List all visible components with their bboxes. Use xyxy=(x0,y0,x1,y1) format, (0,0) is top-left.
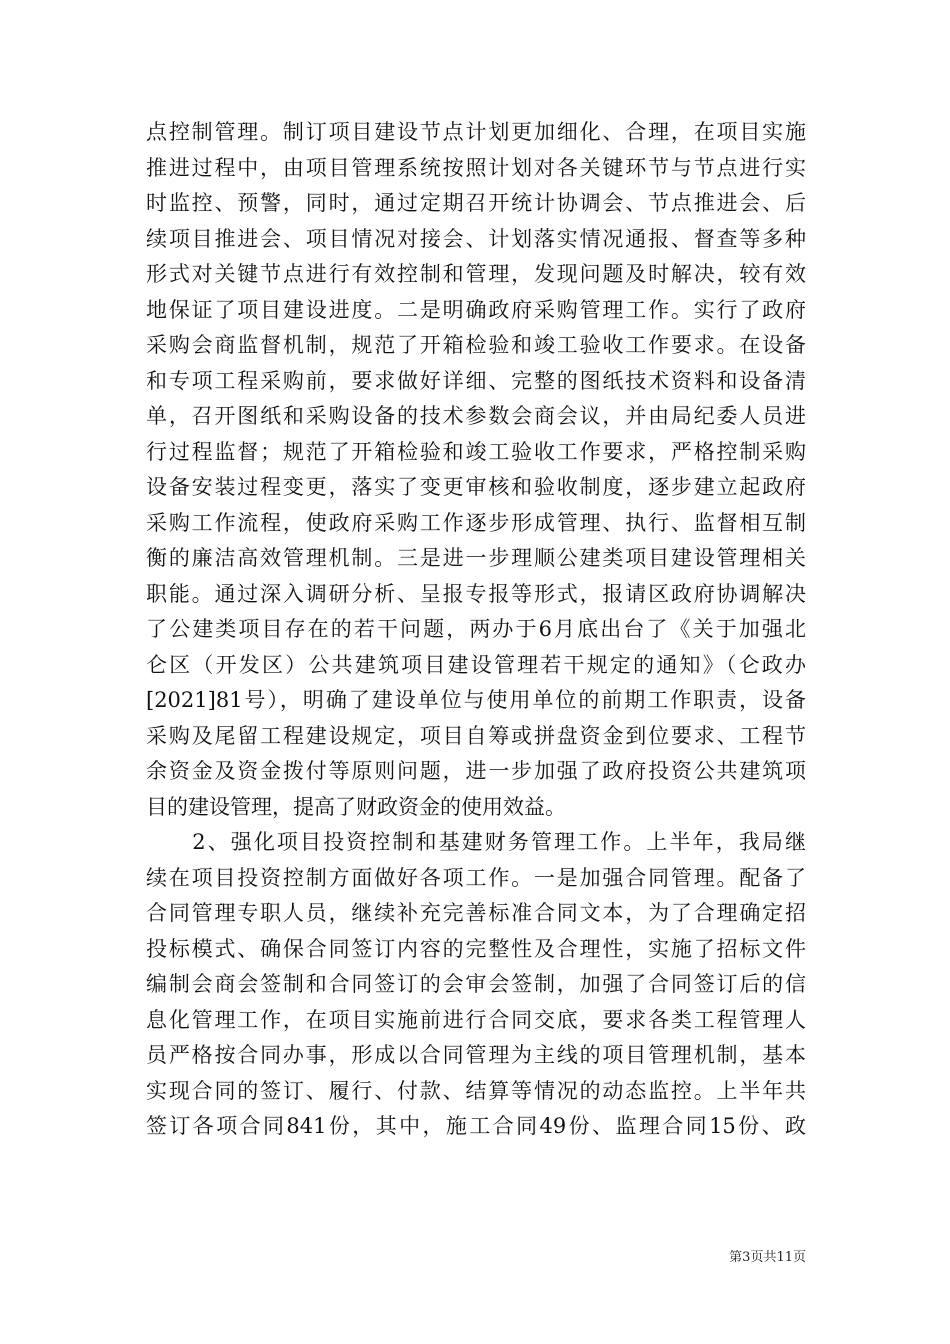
body-text xyxy=(146,115,806,1145)
text-line: [2021]81号），明确了建设单位与使用单位的前期工作职责，设备 xyxy=(146,688,806,712)
text-line: 投标模式、确保合同签订内容的完整性及合理性，实施了招标文件 xyxy=(146,936,806,961)
text-line: 息化管理工作，在项目实施前进行合同交底，要求各类工程管理人 xyxy=(146,1007,806,1032)
text-line: 推进过程中，由项目管理系统按照计划对各关键环节与节点进行实 xyxy=(146,155,806,180)
text-line: 和专项工程采购前，要求做好详细、完整的图纸技术资料和设备清 xyxy=(146,368,806,393)
text-line: 签订各项合同841份，其中，施工合同49份、监理合同15份、政 xyxy=(146,1114,806,1138)
text-line: 采购及尾留工程建设规定，项目自筹或拼盘资金到位要求、工程节 xyxy=(146,723,806,748)
text-line: 合同管理专职人员，继续补充完善标准合同文本，为了合理确定招 xyxy=(146,901,806,925)
text-line: 衡的廉洁高效管理机制。三是进一步理顺公建类项目建设管理相关 xyxy=(146,546,806,570)
text-line: 余资金及资金拨付等原则问题，进一步加强了政府投资公共建筑项 xyxy=(146,759,806,783)
text-line: 职能。通过深入调研分析、呈报专报等形式，报请区政府协调解决 xyxy=(146,581,806,606)
text-line: 点控制管理。制订项目建设节点计划更加细化、合理，在项目实施 xyxy=(146,120,806,144)
text-line: 实现合同的签订、履行、付款、结算等情况的动态监控。上半年共 xyxy=(146,1078,806,1103)
text-line: 2、强化项目投资控制和基建财务管理工作。上半年，我局继 xyxy=(146,830,806,854)
text-line: 仑区（开发区）公共建筑项目建设管理若干规定的通知》（仑政办 xyxy=(146,652,806,677)
text-line: 目的建设管理，提高了财政资金的使用效益。 xyxy=(146,794,566,819)
text-line: 设备安装过程变更，落实了变更审核和验收制度，逐步建立起政府 xyxy=(146,475,806,499)
text-line: 行过程监督；规范了开箱检验和竣工验收工作要求，严格控制采购 xyxy=(146,439,806,464)
page-number: 第3页共11页 xyxy=(729,1250,806,1265)
text-line: 形式对关键节点进行有效控制和管理，发现问题及时解决，较有效 xyxy=(146,262,806,286)
text-line: 了公建类项目存在的若干问题，两办于6月底出台了《关于加强北 xyxy=(146,617,806,641)
text-line: 员严格按合同办事，形成以合同管理为主线的项目管理机制，基本 xyxy=(146,1043,806,1067)
text-line: 地保证了项目建设进度。二是明确政府采购管理工作。实行了政府 xyxy=(146,297,806,322)
text-line: 采购工作流程，使政府采购工作逐步形成管理、执行、监督相互制 xyxy=(146,510,806,535)
text-line: 时监控、预警，同时，通过定期召开统计协调会、节点推进会、后 xyxy=(146,191,806,215)
text-line: 编制会商会签制和合同签订的会审会签制，加强了合同签订后的信 xyxy=(146,972,806,996)
text-line: 续在项目投资控制方面做好各项工作。一是加强合同管理。配备了 xyxy=(146,865,806,890)
text-line: 单，召开图纸和采购设备的技术参数会商会议，并由局纪委人员进 xyxy=(146,404,806,428)
text-line: 续项目推进会、项目情况对接会、计划落实情况通报、督查等多种 xyxy=(146,226,806,251)
text-line: 采购会商监督机制，规范了开箱检验和竣工验收工作要求。在设备 xyxy=(146,333,806,357)
